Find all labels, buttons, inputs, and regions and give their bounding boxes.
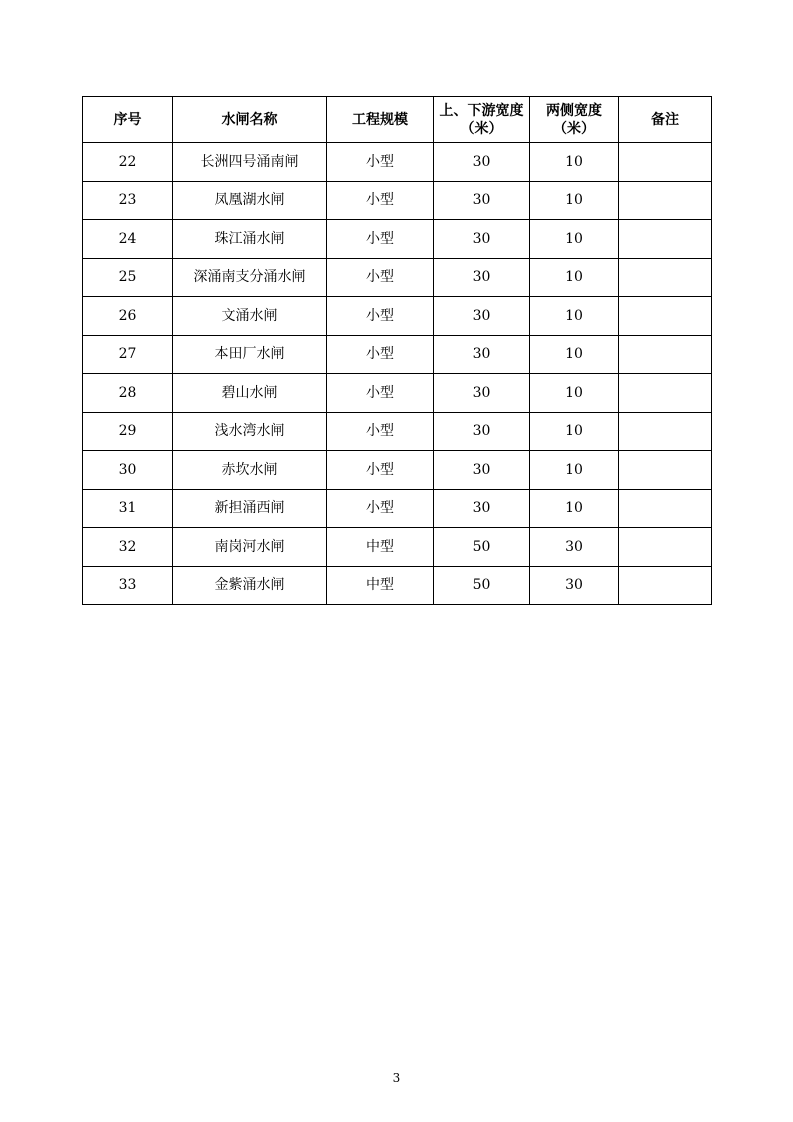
- cell-remark: [619, 489, 712, 528]
- cell-scale: 小型: [327, 412, 434, 451]
- cell-seq: 29: [83, 412, 173, 451]
- cell-remark: [619, 297, 712, 336]
- header-scale: 工程规模: [327, 97, 434, 143]
- cell-seq: 31: [83, 489, 173, 528]
- cell-seq: 25: [83, 258, 173, 297]
- cell-seq: 33: [83, 566, 173, 605]
- header-name: 水闸名称: [173, 97, 327, 143]
- cell-updown-width: 30: [434, 335, 530, 374]
- cell-remark: [619, 181, 712, 220]
- cell-sluice-name: 南岗河水闸: [173, 528, 327, 567]
- header-side-width-title: 两侧宽度: [546, 102, 602, 119]
- header-updown-width-title: 上、下游宽度: [439, 102, 524, 119]
- cell-sluice-name: 长洲四号涌南闸: [173, 143, 327, 182]
- cell-scale: 小型: [327, 143, 434, 182]
- cell-updown-width: 30: [434, 258, 530, 297]
- header-side-width-unit: （米）: [553, 120, 595, 137]
- table-row: [83, 489, 712, 528]
- table-row: [83, 181, 712, 220]
- cell-updown-width: 30: [434, 220, 530, 259]
- cell-sluice-name: 金紫涌水闸: [173, 566, 327, 605]
- cell-sluice-name: 本田厂水闸: [173, 335, 327, 374]
- cell-side-width: 10: [530, 489, 619, 528]
- header-side-width: [530, 97, 619, 143]
- cell-sluice-name: 新担涌西闸: [173, 489, 327, 528]
- cell-scale: 小型: [327, 297, 434, 336]
- cell-sluice-name: 赤坎水闸: [173, 451, 327, 490]
- cell-side-width: 10: [530, 258, 619, 297]
- cell-remark: [619, 143, 712, 182]
- cell-side-width: 10: [530, 297, 619, 336]
- table-row: [83, 374, 712, 413]
- cell-side-width: 30: [530, 528, 619, 567]
- cell-side-width: 10: [530, 335, 619, 374]
- cell-seq: 26: [83, 297, 173, 336]
- table-row: [83, 297, 712, 336]
- cell-seq: 22: [83, 143, 173, 182]
- cell-sluice-name: 浅水湾水闸: [173, 412, 327, 451]
- cell-remark: [619, 412, 712, 451]
- cell-side-width: 10: [530, 181, 619, 220]
- cell-side-width: 10: [530, 220, 619, 259]
- table-row: [83, 566, 712, 605]
- cell-sluice-name: 珠江涌水闸: [173, 220, 327, 259]
- table-row: [83, 258, 712, 297]
- table-row: [83, 451, 712, 490]
- cell-scale: 小型: [327, 451, 434, 490]
- cell-scale: 小型: [327, 258, 434, 297]
- cell-scale: 小型: [327, 335, 434, 374]
- cell-side-width: 10: [530, 451, 619, 490]
- table-row: [83, 528, 712, 567]
- cell-sluice-name: 深涌南支分涌水闸: [173, 258, 327, 297]
- cell-remark: [619, 528, 712, 567]
- cell-scale: 小型: [327, 220, 434, 259]
- table-header-row: [83, 97, 712, 143]
- cell-side-width: 10: [530, 374, 619, 413]
- cell-updown-width: 30: [434, 374, 530, 413]
- cell-remark: [619, 220, 712, 259]
- table-row: [83, 335, 712, 374]
- cell-sluice-name: 碧山水闸: [173, 374, 327, 413]
- cell-sluice-name: 凤凰湖水闸: [173, 181, 327, 220]
- header-updown-width: [434, 97, 530, 143]
- cell-scale: 小型: [327, 181, 434, 220]
- cell-remark: [619, 566, 712, 605]
- cell-updown-width: 50: [434, 528, 530, 567]
- cell-remark: [619, 258, 712, 297]
- cell-seq: 30: [83, 451, 173, 490]
- table-row: [83, 220, 712, 259]
- cell-updown-width: 30: [434, 412, 530, 451]
- header-seq: 序号: [83, 97, 173, 143]
- cell-sluice-name: 文涌水闸: [173, 297, 327, 336]
- cell-remark: [619, 451, 712, 490]
- cell-updown-width: 30: [434, 143, 530, 182]
- table-row: [83, 143, 712, 182]
- cell-scale: 小型: [327, 489, 434, 528]
- cell-scale: 小型: [327, 374, 434, 413]
- cell-scale: 中型: [327, 528, 434, 567]
- table-body: [83, 143, 712, 605]
- cell-seq: 23: [83, 181, 173, 220]
- cell-seq: 27: [83, 335, 173, 374]
- cell-side-width: 10: [530, 143, 619, 182]
- cell-side-width: 30: [530, 566, 619, 605]
- cell-updown-width: 30: [434, 451, 530, 490]
- cell-updown-width: 30: [434, 181, 530, 220]
- cell-side-width: 10: [530, 412, 619, 451]
- cell-seq: 28: [83, 374, 173, 413]
- cell-remark: [619, 335, 712, 374]
- cell-updown-width: 30: [434, 297, 530, 336]
- sluice-table: [82, 96, 712, 605]
- cell-updown-width: 30: [434, 489, 530, 528]
- page-number: 3: [392, 1071, 401, 1085]
- header-remark: 备注: [619, 97, 712, 143]
- table-row: [83, 412, 712, 451]
- cell-seq: 24: [83, 220, 173, 259]
- header-updown-width-unit: （米）: [460, 120, 503, 137]
- cell-remark: [619, 374, 712, 413]
- cell-seq: 32: [83, 528, 173, 567]
- cell-updown-width: 50: [434, 566, 530, 605]
- cell-scale: 中型: [327, 566, 434, 605]
